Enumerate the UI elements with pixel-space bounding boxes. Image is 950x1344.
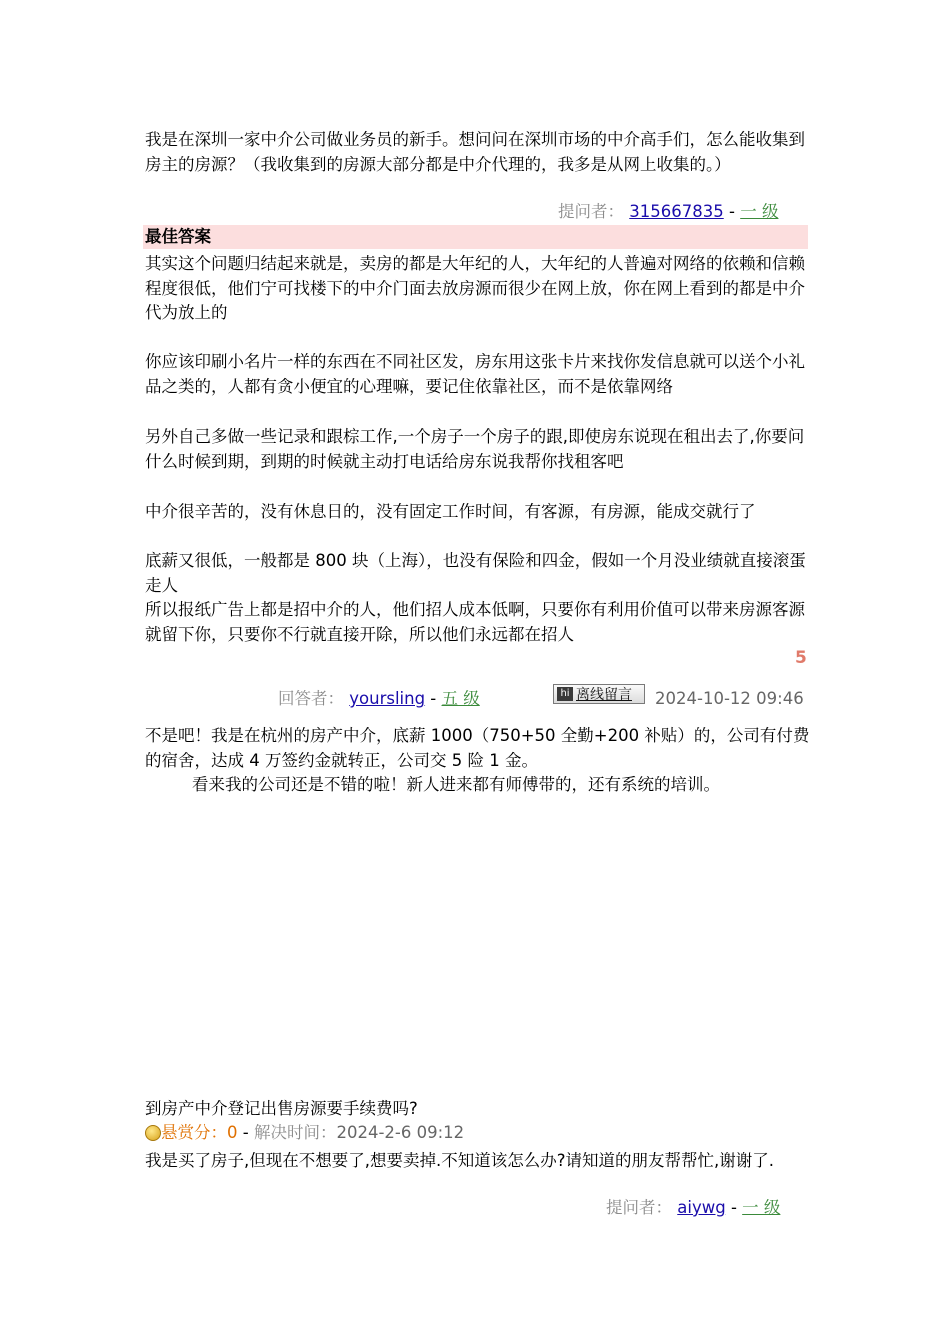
asker-2-name-link[interactable]: aiywg — [677, 1198, 726, 1217]
answerer-level-link[interactable]: 五 级 — [441, 689, 480, 708]
asker-label: 提问者： — [558, 202, 624, 221]
asker-name-link[interactable]: 315667835 — [629, 202, 724, 221]
asker-2-level-link[interactable]: 一 级 — [742, 1198, 781, 1217]
answer-paragraph-3: 另外自己多做一些记录和跟棕工作,一个房子一个房子的跟,即使房东说现在租出去了,你要问什么时候到期，到期的时候就主动打电话给房东说我帮你找租客吧 — [145, 427, 805, 471]
separator: - — [242, 1123, 249, 1142]
answer-paragraph-4: 中介很辛苦的，没有休息日的，没有固定工作时间，有客源，有房源，能成交就行了 — [145, 502, 756, 521]
asker-2-label: 提问者： — [606, 1198, 672, 1217]
answerer-info — [278, 688, 480, 710]
reply-paragraph-1: 不是吧！我是在杭州的房产中介，底薪 1000（750+50 全勤+200 补贴）的，公司有付费的宿舍，达成 4 万签约金就转正，公司交 5 险 1 金。 — [145, 726, 810, 770]
separator: - — [728, 202, 735, 221]
answer-paragraph-1: 其实这个问题归结起来就是，卖房的都是大年纪的人，大年纪的人普遍对网络的依赖和信赖程度很低，他们宁可找楼下的中介门面去放房源而很少在网上放，你在网上看到的都是中介代为放上的 — [145, 254, 805, 322]
answer-paragraph-6: 所以报纸广告上都是招中介的人，他们招人成本低啊，只要你有利用价值可以带来房源客源就留下你，只要你不行就直接开除，所以他们永远都在招人 — [145, 600, 805, 644]
answer-paragraph-5: 底薪又很低，一般都是 800 块（上海），也没有保险和四金，假如一个月没业绩就直接滚蛋走人 — [145, 551, 806, 595]
reply-paragraph-2: 看来我的公司还是不错的啦！新人进来都有师傅带的，还有系统的培训。 — [192, 775, 720, 794]
answerer-name-link[interactable]: yoursling — [349, 689, 426, 708]
best-answer-title: 最佳答案 — [145, 227, 211, 246]
reward-value: 0 — [227, 1123, 238, 1142]
answer-paragraph-2: 你应该印刷小名片一样的东西在不同社区发，房东用这张卡片来找你发信息就可以送个小礼品之类的，人都有贪小便宜的心理嘛，要记住依靠社区，而不是依靠网络 — [145, 352, 805, 396]
answer-datetime: 2024-10-12 09:46 — [655, 689, 804, 708]
question-text: 我是在深圳一家中介公司做业务员的新手。想问问在深圳市场的中介高手们，怎么能收集到房主的房源？（我收集到的房源大部分都是中介代理的，我多是从网上收集的。） — [145, 130, 805, 174]
answerer-label: 回答者： — [278, 689, 344, 708]
asker-level-link[interactable]: 一 级 — [740, 202, 779, 221]
question-2-meta — [145, 1122, 464, 1144]
asker-2-info — [606, 1197, 780, 1219]
resolve-label: 解决时间： — [253, 1123, 337, 1142]
best-answer-header — [143, 225, 808, 249]
separator: - — [430, 689, 437, 708]
resolve-time: 2024-2-6 09:12 — [336, 1123, 465, 1142]
offline-message-button[interactable]: hi 离线留言 — [553, 684, 645, 704]
question-2-title: 到房产中介登记出售房源要手续费吗? — [145, 1099, 418, 1118]
reward-label: 悬赏分： — [161, 1123, 227, 1142]
coin-icon — [145, 1125, 161, 1141]
asker-info — [558, 201, 778, 223]
question-2-text: 我是买了房子,但现在不想要了,想要卖掉.不知道该怎么办?请知道的朋友帮帮忙,谢谢了. — [145, 1151, 774, 1170]
separator: - — [730, 1198, 737, 1217]
message-icon: hi — [557, 687, 573, 701]
answer-score: 5 — [795, 648, 807, 668]
